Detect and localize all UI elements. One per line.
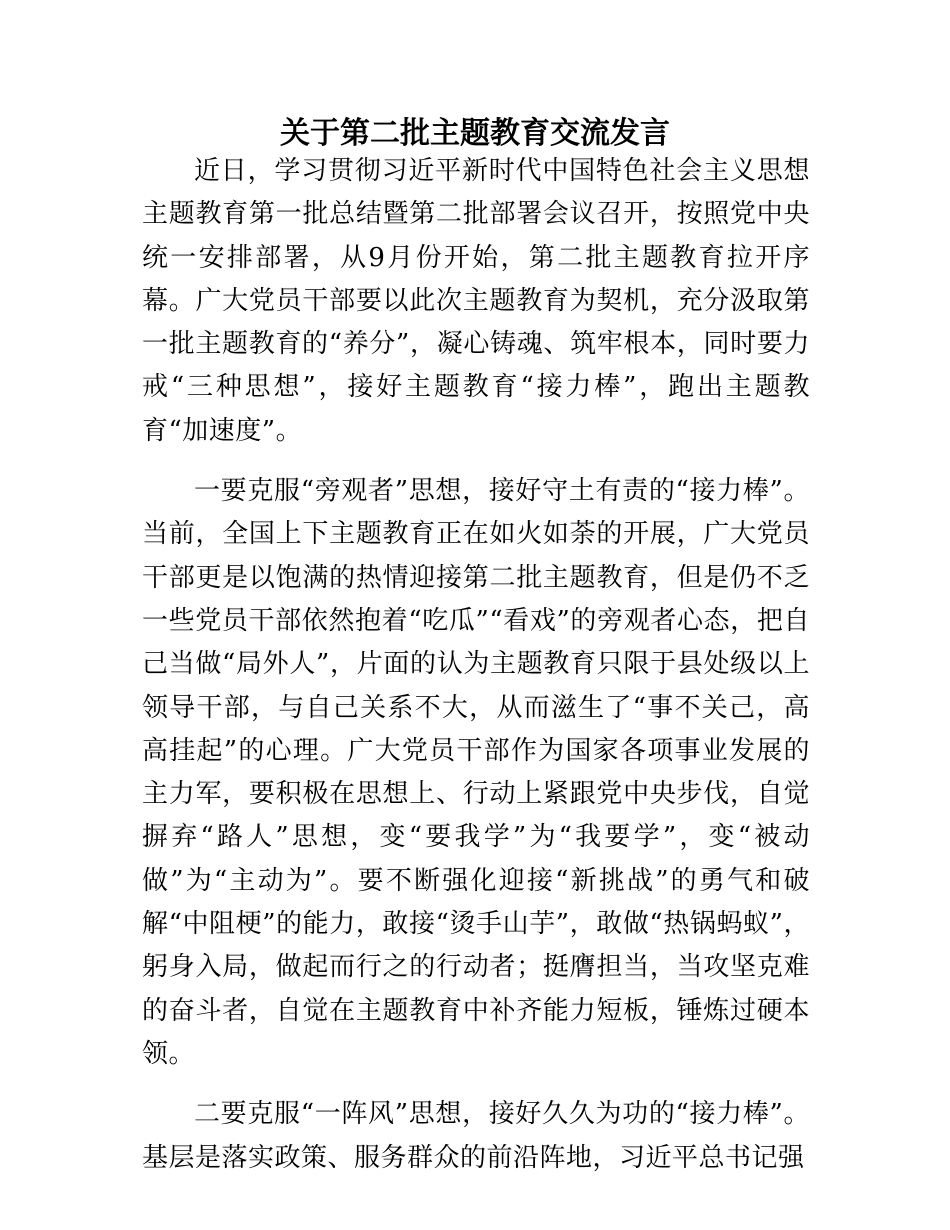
document-title: 关于第二批主题教育交流发言 [280, 116, 670, 151]
paragraph-intro: 近日，学习贯彻习近平新时代中国特色社会主义思想主题教育第一批总结暨第二批部署会议召开，按照党中央统一安排部署，从9月份开始，第二批主题教育拉开序幕。广大党员干部要以此次主题教育为契机，充分汲取第一批主题教育的“养分”，凝心铸魂、筑牢根本，同时要力戒“三种思想”，接好主题教育“接力棒”，跑出主题教育“加速度”。 [142, 156, 810, 446]
document-body [142, 150, 810, 1180]
paragraph-point-two: 二要克服“一阵风”思想，接好久久为功的“接力棒”。基层是落实政策、服务群众的前沿阵地，习近平总书记强 [142, 1099, 810, 1173]
paragraph-point-one: 一要克服“旁观者”思想，接好守土有责的“接力棒”。当前，全国上下主题教育正在如火如荼的开展，广大党员干部更是以饱满的热情迎接第二批主题教育，但是仍不乏一些党员干部依然抱着“吃瓜”“看戏”的旁观者心态，把自己当做“局外人”，片面的认为主题教育只限于县处级以上领导干部，与自己关系不大，从而滋生了“事不关己，高高挂起”的心理。广大党员干部作为国家各项事业发展的主力军，要积极在思想上、行动上紧跟党中央步伐，自觉摒弃“路人”思想，变“要我学”为“我要学”，变“被动做”为“主动为”。要不断强化迎接“新挑战”的勇气和破解“中阻梗”的能力，敢接“烫手山芋”，敢做“热锅蚂蚁”，躬身入局，做起而行之的行动者；挺膺担当，当攻坚克难的奋斗者，自觉在主题教育中补齐能力短板，锤炼过硬本领。 [142, 476, 810, 1069]
